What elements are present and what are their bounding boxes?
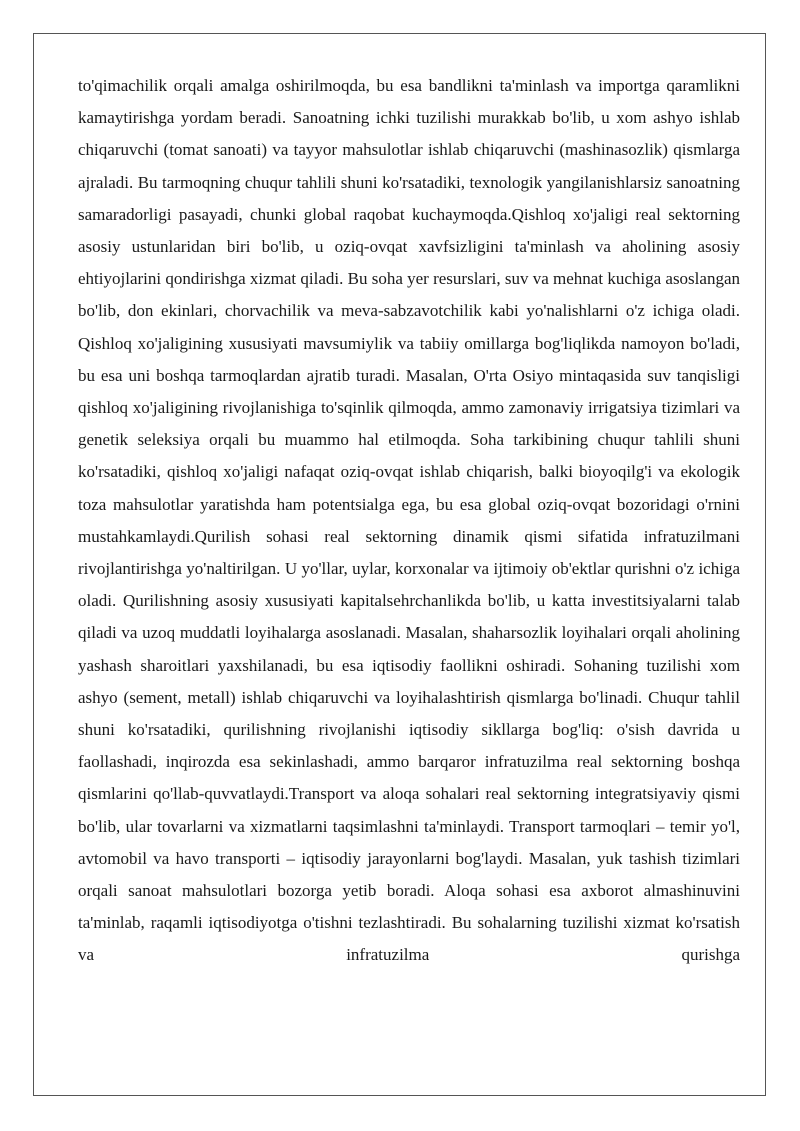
body-paragraph: to'qimachilik orqali amalga oshirilmoqda, bu esa bandlikni ta'minlash va importga qaramlikni kamaytirishga yordam beradi. Sanoatning ichki tuzilishi murakkab bo'lib, u xom ashyo ishlab chiqaruvchi (tomat sanoati) va tayyor mahsulotlar ishlab chiqaruvchi (mashinasozlik) qismlarga ajraladi. Bu tarmoqning chuqur tahlili shuni ko'rsatadiki, texnologik yangilanishlarsiz sanoatning samaradorligi pasayadi, chunki global raqobat kuchaymoqda.Qishloq xo'jaligi real sektorning asosiy ustunlaridan biri bo'lib, u oziq-ovqat xavfsizligini ta'minlash va aholining asosiy ehtiyojlarini qondirishga xizmat qiladi. Bu soha yer resurslari, suv va mehnat kuchiga asoslangan bo'lib, don ekinlari, chorvachilik va meva-sabzavotchilik kabi yo'nalishlarni o'z ichiga oladi. Qishloq xo'jaligining xususiyati mavsumiylik va tabiiy omillarga bog'liqlikda namoyon bo'ladi, bu esa uni boshqa tarmoqlardan ajratib turadi. Masalan, O'rta Osiyo mintaqasida suv tanqisligi qishloq xo'jaligining rivojlanishiga to'sqinlik qilmoqda, ammo zamonaviy irrigatsiya tizimlari va genetik seleksiya orqali bu muammo hal etilmoqda. Soha tarkibining chuqur tahlili shuni ko'rsatadiki, qishloq xo'jaligi nafaqat oziq-ovqat ishlab chiqarish, balki bioyoqilg'i va ekologik toza mahsulotlar yaratishda ham potentsialga ega, bu esa global oziq-ovqat bozoridagi o'rnini mustahkamlaydi.Qurilish sohasi real sektorning dinamik qismi sifatida infratuzilmani rivojlantirishga yo'naltirilgan. U yo'llar, uylar, korxonalar va ijtimoiy ob'ektlar qurishni o'z ichiga oladi. Qurilishning asosiy xususiyati kapitalsehrchanlikda bo'lib, u katta investitsiyalarni talab qiladi va uzoq muddatli loyihalarga asoslanadi. Masalan, shaharsozlik loyihalari orqali aholining yashash sharoitlari yaxshilanadi, bu esa iqtisodiy faollikni oshiradi. Sohaning tuzilishi xom ashyo (sement, metall) ishlab chiqaruvchi va loyihalashtirish qismlarga bo'linadi. Chuqur tahlil shuni ko'rsatadiki, qurilishning rivojlanishi iqtisodiy sikllarga bog'liq: o'sish davrida u faollashadi, inqirozda esa sekinlashadi, ammo barqaror infratuzilma real sektorning boshqa qismlarini qo'llab-quvvatlaydi.Transport va aloqa sohalari real sektorning integratsiyaviy qismi bo'lib, ular tovarlarni va xizmatlarni taqsimlashni ta'minlaydi. Transport tarmoqlari – temir yo'l, avtomobil va havo transporti – iqtisodiy jarayonlarni bog'laydi. Masalan, yuk tashish tizimlari orqali sanoat mahsulotlari bozorga yetib boradi. Aloqa sohasi esa axborot almashinuvini ta'minlab, raqamli iqtisodiyotga o'tishni tezlashtiradi. Bu sohalarning tuzilishi xizmat ko'rsatish va infratuzilma qurishga — [78, 76, 740, 965]
